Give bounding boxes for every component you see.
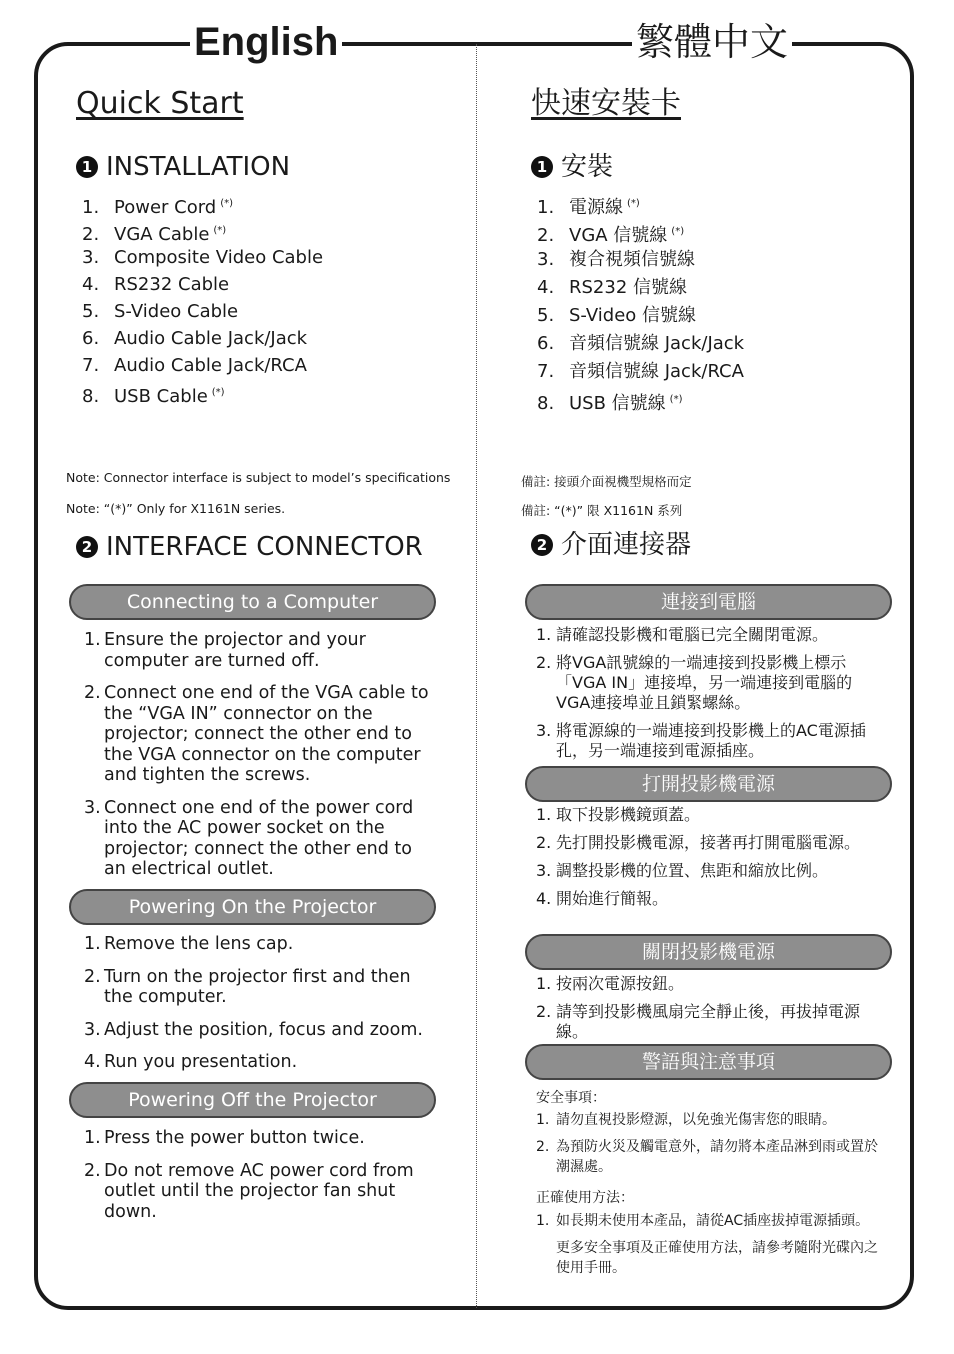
item-number: 2.: [537, 225, 555, 246]
installation-list: [82, 190, 323, 406]
interface-title: INTERFACE CONNECTOR: [106, 532, 423, 562]
step-text: Connect one end of the power cord into the AC power socket on the projector; connect the other end to an electrical outlet.: [104, 797, 414, 879]
list-item: [82, 244, 323, 271]
item-number: 3.: [82, 247, 100, 268]
pill-powering-on-zh: 打開投影機電源: [525, 766, 892, 802]
interface-heading: [76, 530, 423, 564]
step-item: [536, 1137, 881, 1177]
list-item: [82, 325, 323, 352]
note-1-zh: 備註: 接頭介面視機型規格而定: [521, 474, 692, 489]
installation-title: INSTALLATION: [106, 152, 291, 182]
step-number: [536, 1238, 556, 1278]
item-label: VGA Cable: [114, 224, 210, 245]
safety-label: 安全事項：: [536, 1090, 606, 1106]
list-item: [82, 190, 323, 217]
step-number: 1.: [84, 630, 101, 650]
step-text: 將VGA訊號線的一端連接到投影機上標示「VGA IN」連接埠，另一端連接到電腦的VGA連接埠並且鎖緊螺絲。: [556, 653, 853, 712]
item-label: S-Video Cable: [114, 301, 239, 322]
step-number: 1.: [84, 1128, 101, 1148]
section-number-icon: 2: [76, 536, 98, 558]
pill-powering-off-zh: 關閉投影機電源: [525, 934, 892, 970]
step-number: 4.: [84, 1052, 101, 1072]
step-number: 1.: [536, 625, 552, 644]
item-label: 音頻信號線 Jack/RCA: [569, 361, 744, 382]
step-item: [536, 625, 876, 645]
step-number: 3.: [84, 797, 101, 818]
pill-warnings-zh: 警語與注意事項: [525, 1044, 892, 1080]
step-text: 為預防火災及觸電意外，請勿將本產品淋到雨或置於潮濕處。: [556, 1139, 878, 1175]
pill-powering-off: Powering Off the Projector: [69, 1082, 436, 1118]
item-number: 6.: [537, 333, 555, 354]
step-text: 請確認投影機和電腦已完全關閉電源。: [556, 625, 829, 644]
quick-start-title: Quick Start: [76, 86, 244, 121]
step-item: [84, 1161, 414, 1223]
footnote-mark: (*): [671, 226, 685, 237]
item-label: USB 信號線: [569, 393, 666, 414]
list-item: [537, 246, 744, 274]
usage-label: 正確使用方法：: [536, 1190, 634, 1206]
step-number: 1.: [536, 1213, 550, 1229]
list-item: [537, 302, 744, 330]
step-text: 請等到投影機風扇完全靜止後，再拔掉電源線。: [556, 1002, 861, 1041]
section-number-icon: 2: [531, 534, 553, 556]
item-label: 電源線: [569, 197, 623, 218]
item-label: 音頻信號線 Jack/Jack: [569, 333, 745, 354]
note-2-zh: 備註: “(*)” 限 X1161N 系列: [521, 503, 683, 518]
footnote-mark: (*): [669, 394, 683, 405]
power-on-steps: [84, 934, 424, 1085]
list-item: [82, 271, 323, 298]
step-item: [536, 1211, 881, 1231]
item-number: 6.: [82, 328, 100, 349]
item-label: RS232 信號線: [569, 277, 688, 298]
step-number: 2.: [84, 966, 101, 987]
list-item: [82, 298, 323, 325]
item-label: RS232 Cable: [114, 274, 230, 295]
item-number: 8.: [82, 386, 100, 407]
step-item: [84, 630, 434, 671]
item-number: 1.: [82, 197, 100, 218]
list-item: [537, 218, 744, 246]
step-item: [536, 721, 876, 761]
list-item: [537, 386, 744, 414]
item-label: 複合視頻信號線: [569, 249, 695, 270]
step-number: 2.: [84, 683, 101, 703]
item-number: 5.: [537, 305, 555, 326]
step-item: [536, 833, 876, 853]
footnote-mark: (*): [213, 225, 227, 236]
item-number: 7.: [82, 355, 100, 376]
item-number: 4.: [82, 274, 100, 295]
step-item: [536, 889, 876, 909]
step-text: Turn on the projector first and then the computer.: [104, 966, 411, 1007]
step-item: [536, 1110, 881, 1130]
step-text: 開始進行簡報。: [556, 889, 669, 908]
quick-start-title-zh: 快速安裝卡: [531, 86, 681, 121]
step-number: 2.: [536, 1002, 552, 1021]
step-number: 3.: [536, 861, 552, 880]
step-text: 調整投影機的位置、焦距和縮放比例。: [556, 861, 829, 880]
step-item: [536, 1238, 881, 1278]
item-label: USB Cable: [114, 386, 208, 407]
section-number-icon: 1: [531, 156, 553, 178]
item-number: 8.: [537, 393, 555, 414]
step-text: 將電源線的一端連接到投影機上的AC電源插孔，另一端連接到電源插座。: [556, 721, 866, 760]
step-text: Press the power button twice.: [104, 1128, 365, 1148]
interface-title-zh: 介面連接器: [561, 530, 692, 560]
step-number: 2.: [536, 1139, 550, 1155]
computer-steps: [84, 630, 434, 892]
pill-powering-on: Powering On the Projector: [69, 889, 436, 925]
step-text: 如長期未使用本產品，請從AC插座拔掉電源插頭。: [556, 1213, 870, 1229]
step-item: [536, 974, 876, 994]
column-divider: [476, 44, 477, 1308]
step-item: [84, 1128, 414, 1149]
item-number: 2.: [82, 224, 100, 245]
power-off-steps: [84, 1128, 414, 1234]
item-number: 7.: [537, 361, 555, 382]
step-text: Ensure the projector and your computer are turned off.: [104, 630, 366, 671]
installation-heading: [76, 150, 290, 184]
pill-connecting-computer-zh: 連接到電腦: [525, 584, 892, 620]
list-item: [537, 358, 744, 386]
item-label: S-Video 信號線: [569, 305, 697, 326]
step-text: 取下投影機鏡頭蓋。: [556, 805, 701, 824]
step-text: 更多安全事項及正確使用方法，請參考隨附光碟內之使用手冊。: [556, 1240, 878, 1276]
list-item: [82, 352, 323, 379]
step-item: [84, 683, 434, 786]
step-text: 請勿直視投影燈源，以免強光傷害您的眼睛。: [556, 1112, 836, 1128]
list-item: [82, 217, 323, 244]
step-text: 按兩次電源按鈕。: [556, 974, 685, 993]
step-item: [536, 1002, 876, 1042]
list-item: [82, 379, 323, 406]
installation-heading-zh: [531, 150, 613, 184]
footnote-mark: (*): [220, 198, 234, 209]
item-number: 1.: [537, 197, 555, 218]
item-label: Audio Cable Jack/Jack: [114, 328, 308, 349]
step-number: 1.: [536, 974, 552, 993]
step-text: Connect one end of the VGA cable to the “VGA IN” connector on the projector; connect the other end to the VGA connector on the computer and tighten the screws.: [104, 683, 429, 785]
step-number: 2.: [84, 1160, 101, 1181]
power-on-steps-zh: [536, 805, 876, 917]
step-item: [84, 934, 424, 955]
item-label: Composite Video Cable: [114, 247, 324, 268]
step-number: 2.: [536, 653, 552, 672]
safety-list: [536, 1110, 881, 1184]
installation-title-zh: 安裝: [561, 152, 614, 182]
step-number: 1.: [536, 805, 552, 824]
item-label: VGA 信號線: [569, 225, 668, 246]
item-number: 5.: [82, 301, 100, 322]
step-text: 先打開投影機電源，接著再打開電腦電源。: [556, 833, 861, 852]
step-item: [84, 798, 434, 880]
step-number: 4.: [536, 889, 552, 908]
note-1: Note: Connector interface is subject to model’s specifications: [66, 470, 451, 485]
step-number: 1.: [536, 1112, 550, 1128]
usage-list: [536, 1211, 881, 1285]
lang-title-english: English: [190, 14, 342, 70]
item-label: Power Cord: [114, 197, 217, 218]
step-text: Adjust the position, focus and zoom.: [104, 1019, 423, 1040]
list-item: [537, 190, 744, 218]
item-number: 3.: [537, 249, 555, 270]
computer-steps-zh: [536, 625, 876, 769]
pill-connecting-computer: Connecting to a Computer: [69, 584, 436, 620]
power-off-steps-zh: [536, 974, 876, 1050]
step-item: [536, 653, 876, 713]
step-number: 3.: [84, 1019, 101, 1040]
step-item: [84, 967, 424, 1008]
lang-title-chinese: 繁體中文: [632, 14, 792, 70]
step-number: 3.: [536, 721, 552, 740]
step-text: Run you presentation.: [104, 1052, 298, 1072]
item-number: 4.: [537, 277, 555, 298]
list-item: [537, 330, 744, 358]
note-2: Note: “(*)” Only for X1161N series.: [66, 501, 286, 516]
step-number: 1.: [84, 934, 101, 954]
step-item: [84, 1020, 424, 1041]
step-number: 2.: [536, 833, 552, 852]
step-text: Remove the lens cap.: [104, 934, 294, 954]
list-item: [537, 274, 744, 302]
installation-list-zh: [537, 190, 744, 414]
step-item: [536, 805, 876, 825]
step-text: Do not remove AC power cord from outlet until the projector fan shut down.: [104, 1160, 414, 1222]
interface-heading-zh: [531, 528, 691, 562]
footnote-mark: (*): [627, 198, 640, 209]
item-label: Audio Cable Jack/RCA: [114, 355, 307, 376]
step-item: [84, 1052, 424, 1073]
footnote-mark: (*): [211, 387, 225, 398]
step-item: [536, 861, 876, 881]
section-number-icon: 1: [76, 156, 98, 178]
